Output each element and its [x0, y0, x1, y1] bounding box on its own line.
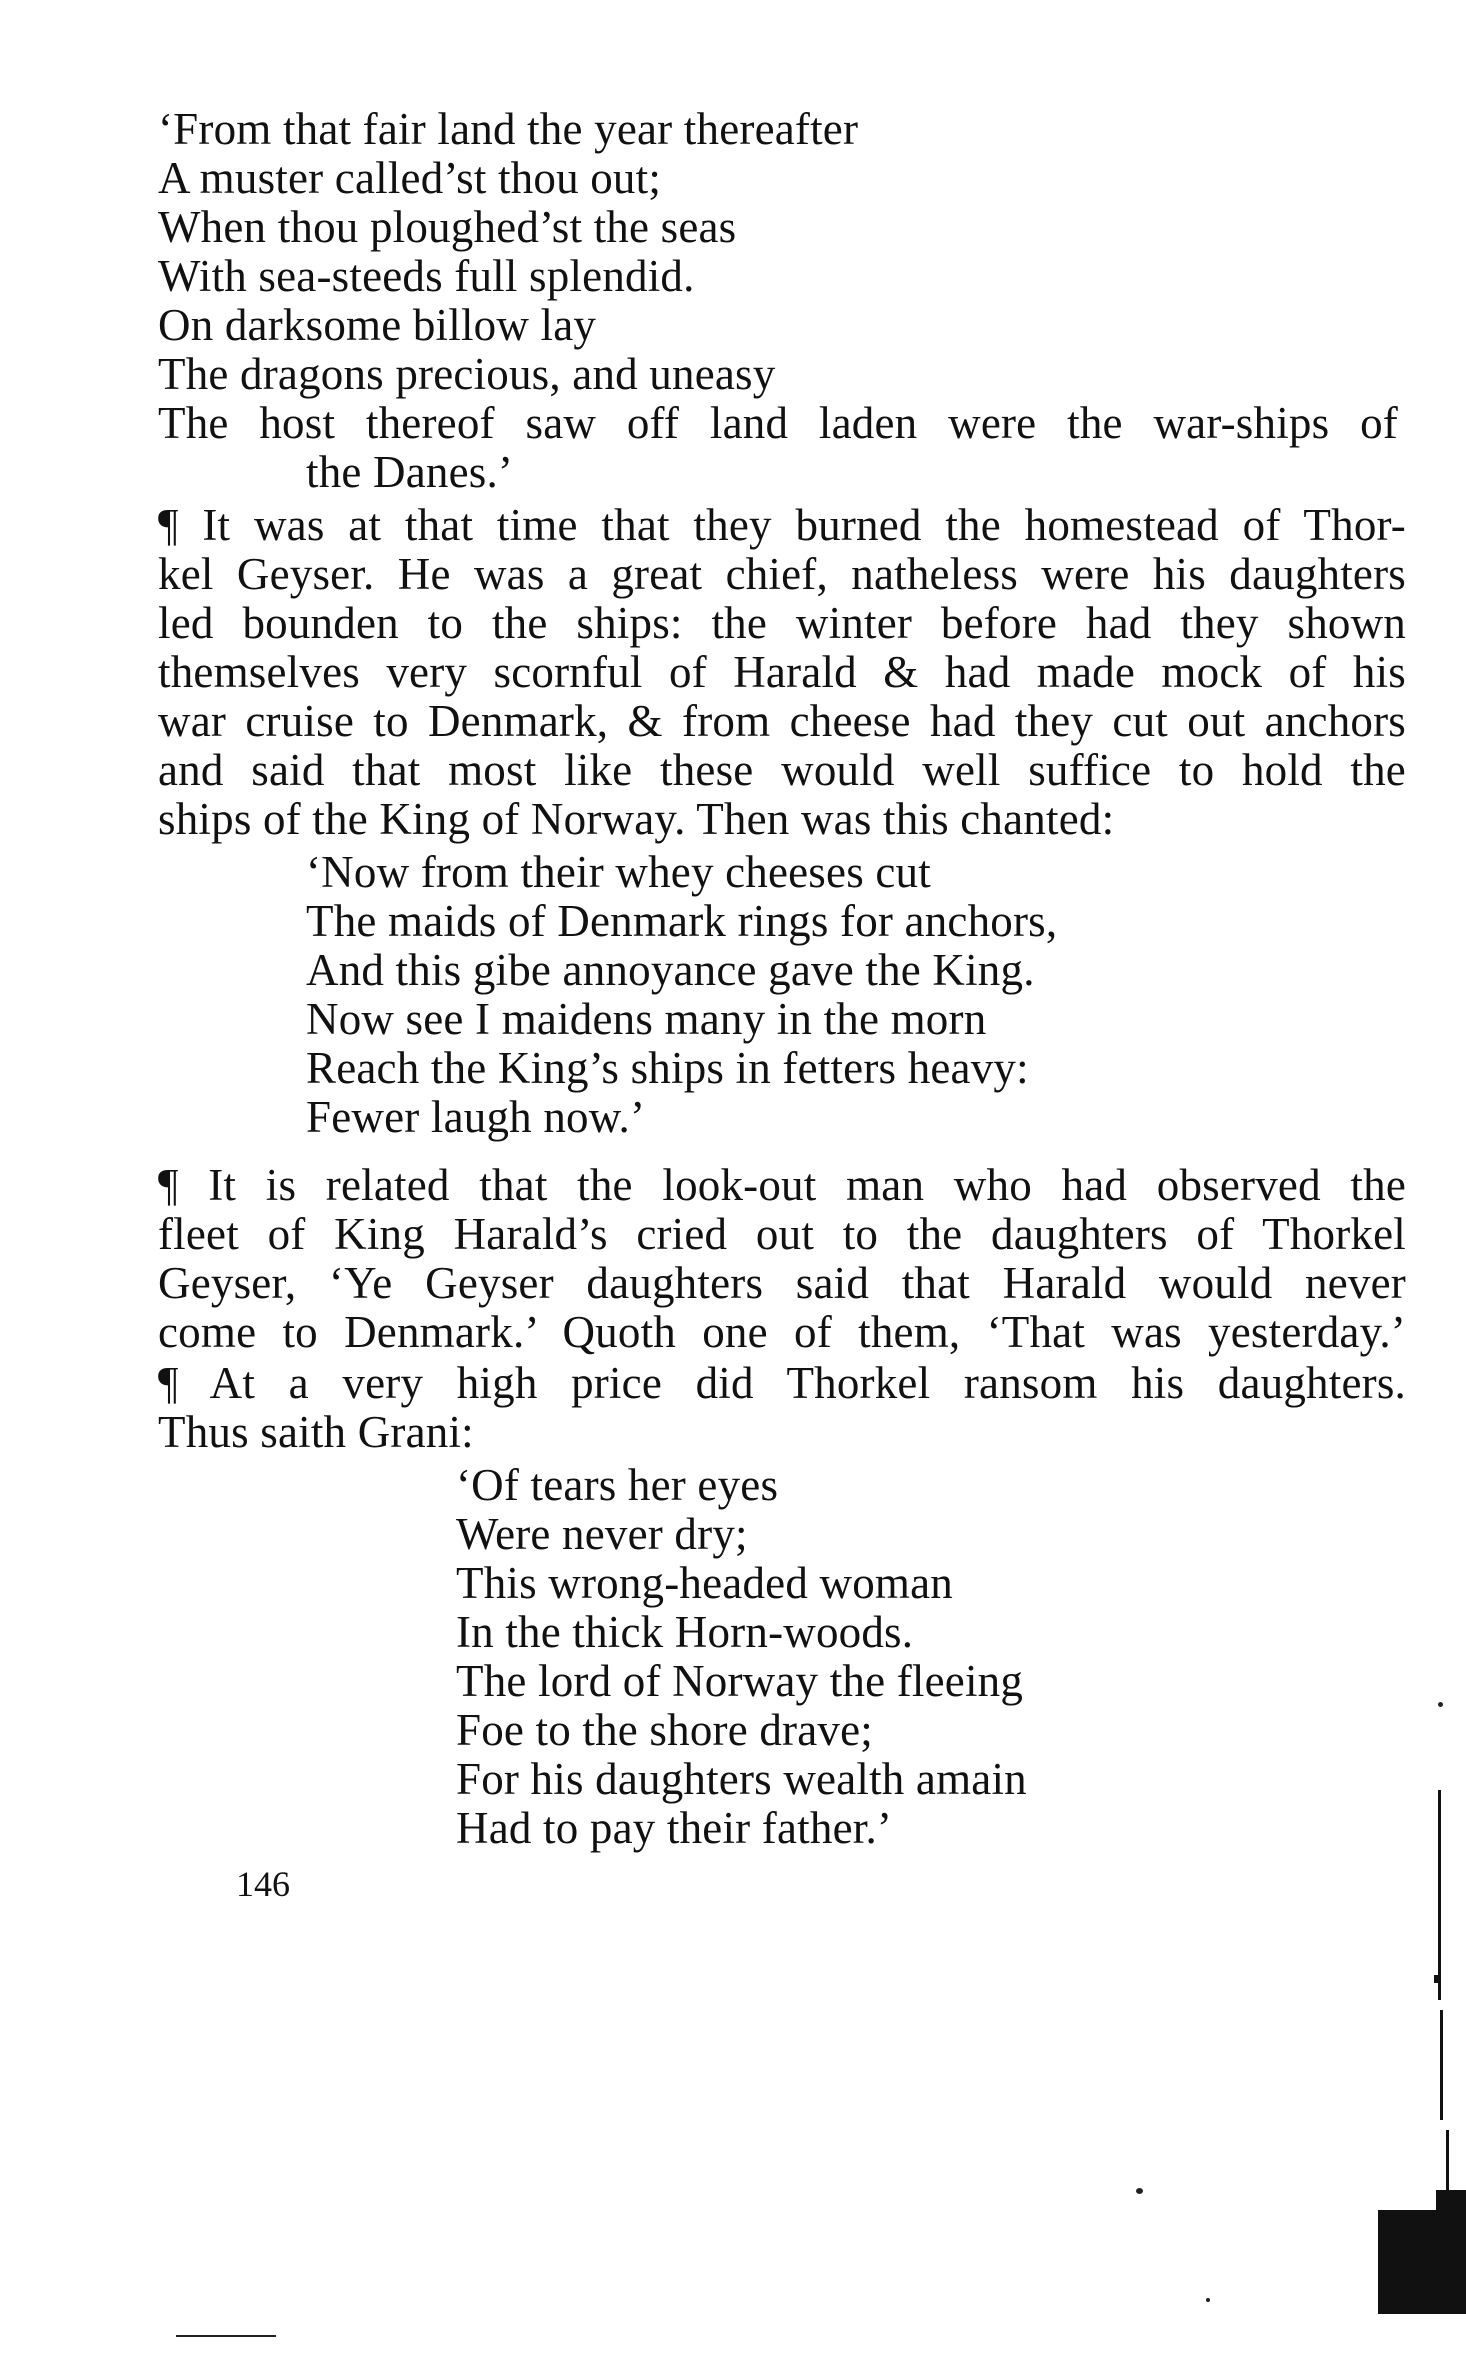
- scan-speck: [1206, 2298, 1210, 2302]
- verse-line: A muster called’st thou out;: [158, 153, 662, 203]
- prose-line: Thus saith Grani:: [158, 1407, 474, 1457]
- scan-edge-mark: [1436, 2190, 1466, 2314]
- verse-line: Had to pay their father.’: [456, 1803, 893, 1853]
- verse-line: Foe to the shore drave;: [456, 1705, 873, 1755]
- prose-line: ¶ It is related that the look-out man who had observed the: [158, 1160, 1406, 1210]
- prose-line: ¶ It was at that time that they burned the homestead of Thor-: [158, 500, 1406, 550]
- prose-line: Geyser, ‘Ye Geyser daughters said that Harald would never: [158, 1258, 1406, 1308]
- prose-line: and said that most like these would well suffice to hold the: [158, 745, 1406, 795]
- verse-line: Reach the King’s ships in fetters heavy:: [306, 1043, 1029, 1093]
- scan-speck: [1438, 1702, 1443, 1707]
- verse-line: The host thereof saw off land laden were the war-ships of: [158, 398, 1398, 448]
- prose-line: led bounden to the ships: the winter before had they shown: [158, 598, 1406, 648]
- scan-edge-mark: [1434, 1975, 1440, 1983]
- verse-line: Fewer laugh now.’: [306, 1092, 646, 1142]
- verse-line: Were never dry;: [456, 1509, 748, 1559]
- prose-line: war cruise to Denmark, & from cheese had they cut out anchors: [158, 696, 1406, 746]
- verse-line: The maids of Denmark rings for anchors,: [306, 896, 1058, 946]
- prose-line: come to Denmark.’ Quoth one of them, ‘That was yesterday.’: [158, 1307, 1406, 1357]
- scan-speck: [176, 2335, 276, 2337]
- prose-line: themselves very scornful of Harald & had made mock of his: [158, 647, 1406, 697]
- verse-line: the Danes.’: [306, 447, 514, 497]
- scan-speck: [1136, 2188, 1143, 2194]
- verse-line: The dragons precious, and uneasy: [158, 349, 776, 399]
- verse-line: And this gibe annoyance gave the King.: [306, 945, 1035, 995]
- verse-line: ‘Of tears her eyes: [456, 1460, 779, 1510]
- verse-line: In the thick Horn-woods.: [456, 1607, 914, 1657]
- scan-edge-mark: [1440, 2010, 1443, 2120]
- scan-edge-mark: [1378, 2210, 1438, 2314]
- verse-line: Now see I maidens many in the morn: [306, 994, 987, 1044]
- prose-line: kel Geyser. He was a great chief, natheless were his daughters: [158, 549, 1406, 599]
- verse-line: ‘Now from their whey cheeses cut: [306, 847, 931, 897]
- verse-line: On darksome billow lay: [158, 300, 597, 350]
- prose-line: ships of the King of Norway. Then was this chanted:: [158, 794, 1115, 844]
- prose-line: fleet of King Harald’s cried out to the daughters of Thorkel: [158, 1209, 1406, 1259]
- verse-line: This wrong-headed woman: [456, 1558, 953, 1608]
- verse-line: The lord of Norway the fleeing: [456, 1656, 1024, 1706]
- verse-line: ‘From that fair land the year thereafter: [158, 104, 859, 154]
- prose-line: ¶ At a very high price did Thorkel ransom his daughters.: [158, 1358, 1406, 1408]
- verse-line: For his daughters wealth amain: [456, 1754, 1027, 1804]
- scan-edge-mark: [1438, 1790, 1441, 2000]
- verse-line: With sea-steeds full splendid.: [158, 251, 695, 301]
- verse-line: When thou ploughed’st the seas: [158, 202, 737, 252]
- page-number: 146: [236, 1864, 290, 1904]
